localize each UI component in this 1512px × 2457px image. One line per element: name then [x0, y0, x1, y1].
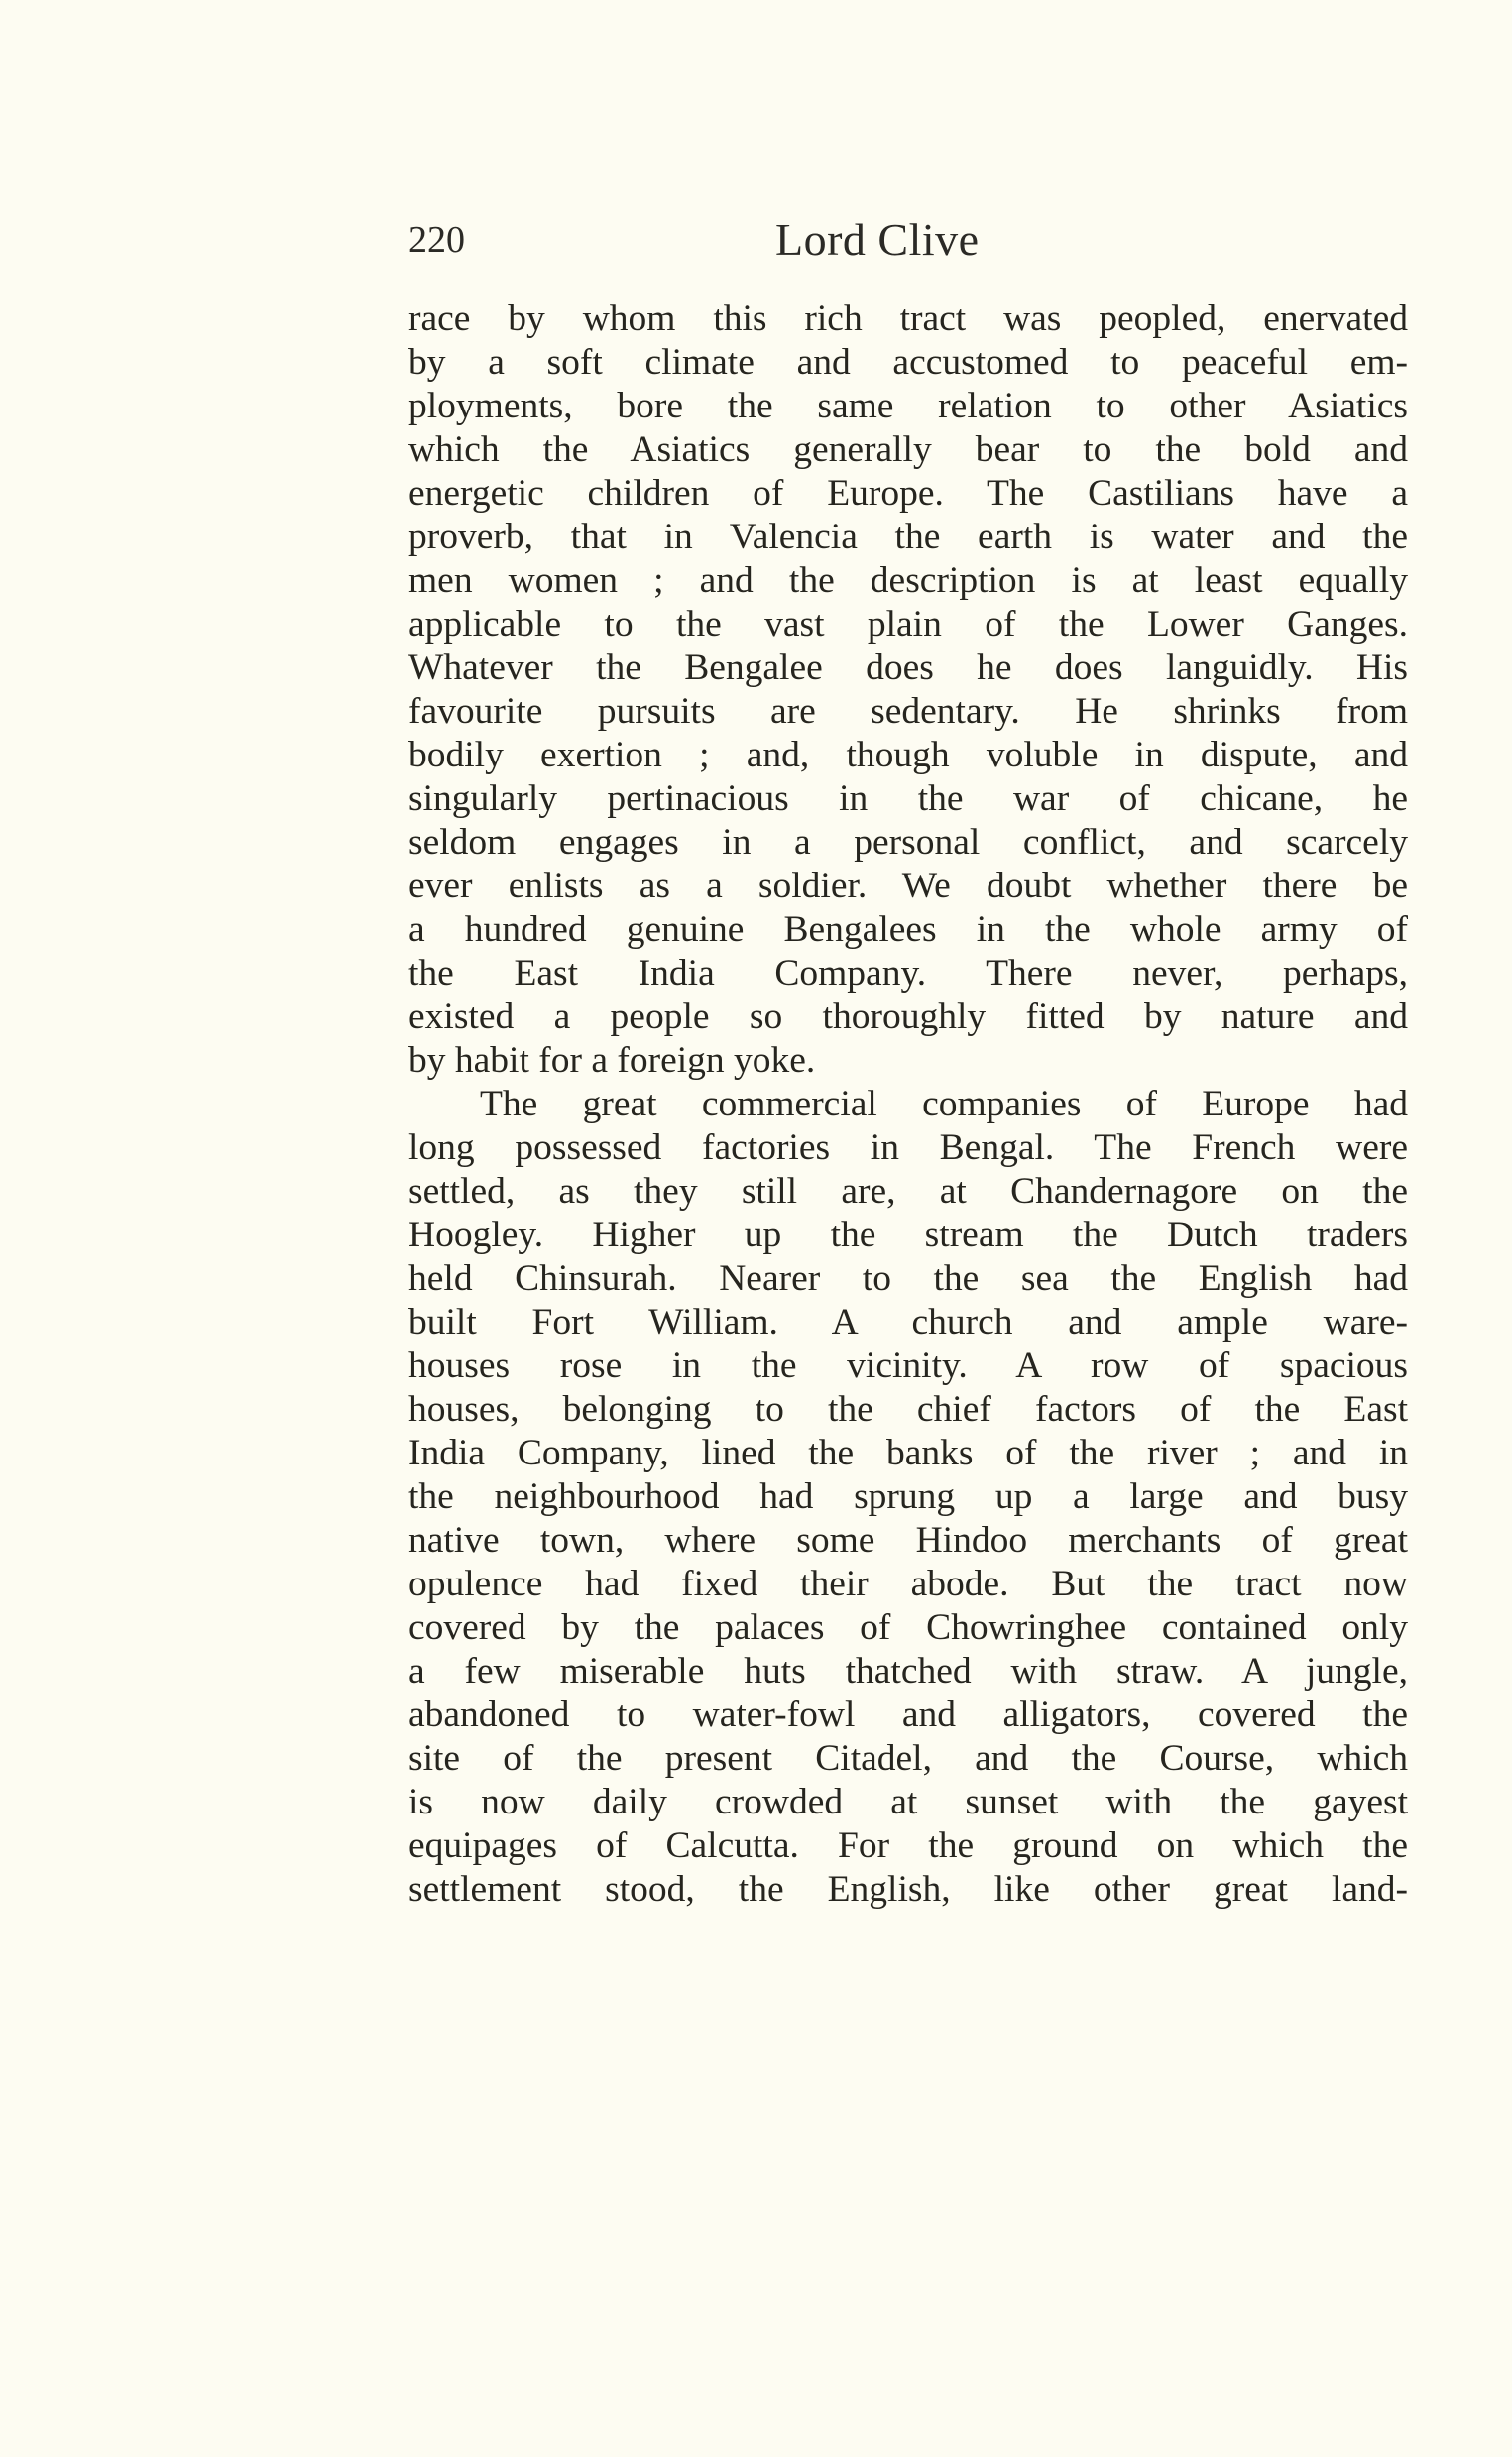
text-line: The great commercial companies of Europe had: [480, 1084, 1408, 1124]
text-line: houses rose in the vicinity. A row of spacious: [408, 1346, 1408, 1386]
body-text: [408, 297, 1408, 1912]
text-line: settled, as they still are, at Chandernagore on the: [408, 1171, 1408, 1212]
text-line: ever enlists as a soldier. We doubt whether there be: [408, 866, 1408, 906]
text-line: long possessed factories in Bengal. The French were: [408, 1127, 1408, 1168]
text-line: built Fort William. A church and ample ware-: [408, 1302, 1408, 1343]
text-line: covered by the palaces of Chowringhee contained only: [408, 1607, 1408, 1648]
text-line: houses, belonging to the chief factors of the East: [408, 1389, 1408, 1430]
text-line: applicable to the vast plain of the Lower Ganges.: [408, 604, 1408, 644]
text-line: held Chinsurah. Nearer to the sea the English had: [408, 1258, 1408, 1299]
text-line: men women ; and the description is at least equally: [408, 560, 1408, 601]
text-line: by a soft climate and accustomed to peaceful em-: [408, 342, 1408, 383]
text-line: abandoned to water-fowl and alligators, covered the: [408, 1695, 1408, 1735]
text-line: equipages of Calcutta. For the ground on which the: [408, 1825, 1408, 1866]
running-title: Lord Clive: [775, 214, 980, 265]
text-line: energetic children of Europe. The Castilians have a: [408, 473, 1408, 514]
text-line: which the Asiatics generally bear to the bold and: [408, 429, 1408, 470]
text-line: proverb, that in Valencia the earth is water and the: [408, 517, 1408, 557]
text-line: the neighbourhood had sprung up a large and busy: [408, 1476, 1408, 1517]
text-line: favourite pursuits are sedentary. He shrinks from: [408, 691, 1408, 732]
text-line: Hoogley. Higher up the stream the Dutch traders: [408, 1215, 1408, 1255]
text-line: by habit for a foreign yoke.: [408, 1040, 816, 1081]
text-line: Whatever the Bengalee does he does languidly. His: [408, 647, 1408, 688]
text-line: native town, where some Hindoo merchants of great: [408, 1520, 1408, 1561]
text-line: seldom engages in a personal conflict, and scarcely: [408, 822, 1408, 863]
text-line: opulence had fixed their abode. But the tract now: [408, 1564, 1408, 1604]
text-line: a hundred genuine Bengalees in the whole army of: [408, 909, 1408, 950]
text-line: singularly pertinacious in the war of chicane, he: [408, 778, 1408, 819]
text-line: race by whom this rich tract was peopled, enervated: [408, 298, 1408, 339]
text-line: site of the present Citadel, and the Course, which: [408, 1738, 1408, 1779]
page-header: [408, 210, 1410, 270]
text-line: ployments, bore the same relation to other Asiatics: [408, 386, 1408, 426]
text-line: existed a people so thoroughly fitted by nature and: [408, 996, 1408, 1037]
text-line: a few miserable huts thatched with straw. A jungle,: [408, 1651, 1408, 1692]
text-line: bodily exertion ; and, though voluble in dispute, and: [408, 735, 1408, 775]
paragraph-2: [408, 1083, 1408, 1912]
text-line: the East India Company. There never, perhaps,: [408, 953, 1408, 994]
paragraph-1: [408, 297, 1408, 1083]
text-line: India Company, lined the banks of the river ; and in: [408, 1433, 1408, 1473]
page-number: 220: [408, 219, 465, 261]
text-line: is now daily crowded at sunset with the gayest: [408, 1782, 1408, 1822]
text-line: settlement stood, the English, like other great land-: [408, 1869, 1408, 1910]
